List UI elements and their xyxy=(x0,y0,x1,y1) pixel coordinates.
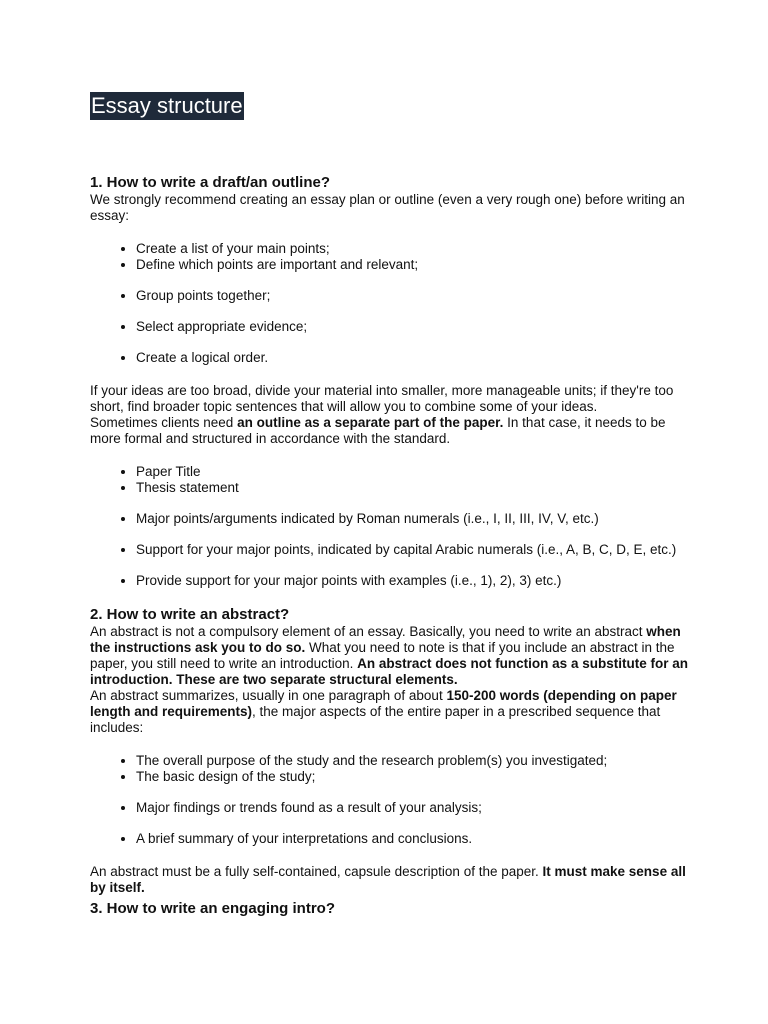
text-run: An abstract summarizes, usually in one paragraph of about xyxy=(90,688,447,703)
text-run: An abstract must be a fully self-contained, capsule description of the paper. xyxy=(90,864,543,879)
emphasis-text: an outline as a separate part of the paper. xyxy=(237,415,504,430)
emphasis-text: 150-200 words (depending on paper length and requirements) xyxy=(90,688,677,719)
list-item: • Major points/arguments indicated by Roman numerals (i.e., I, II, III, IV, V, etc.) xyxy=(136,511,690,527)
text-run: In that case, it needs to be more formal and structured in accordance with the standard. xyxy=(90,415,666,446)
abstract-contents-list xyxy=(90,753,690,847)
list-item: • The overall purpose of the study and the research problem(s) you investigated; xyxy=(136,753,690,769)
list-item: • Select appropriate evidence; xyxy=(136,319,690,335)
emphasis-text: when the instructions ask you to do so. xyxy=(90,624,681,655)
section-1-paragraph-2 xyxy=(90,415,690,447)
list-item: • Provide support for your major points with examples (i.e., 1), 2), 3) etc.) xyxy=(136,573,690,589)
section-3-heading: 3. How to write an engaging intro? xyxy=(90,900,336,917)
document-title: Essay structure xyxy=(91,93,243,118)
outline-format-list xyxy=(90,464,690,589)
section-2-paragraph-2 xyxy=(90,688,690,736)
list-item: • Create a logical order. xyxy=(136,350,690,366)
list-item: • Major findings or trends found as a result of your analysis; xyxy=(136,800,690,816)
emphasis-text: An abstract does not function as a substitute for an introduction. These are two separate structural elements. xyxy=(90,656,688,687)
list-item: • The basic design of the study; xyxy=(136,769,690,785)
list-item: • A brief summary of your interpretations and conclusions. xyxy=(136,831,690,847)
text-run: An abstract is not a compulsory element of an essay. Basically, you need to write an abstract xyxy=(90,624,647,639)
list-item: • Group points together; xyxy=(136,288,690,304)
text-run: , the major aspects of the entire paper in a prescribed sequence that includes: xyxy=(90,704,661,735)
section-2-paragraph-1 xyxy=(90,624,690,688)
emphasis-text: It must make sense all by itself. xyxy=(90,864,686,895)
list-item: • Support for your major points, indicated by capital Arabic numerals (i.e., A, B, C, D, E, etc.) xyxy=(136,542,690,558)
list-item: • Paper Title xyxy=(136,464,690,480)
section-1-heading: 1. How to write a draft/an outline? xyxy=(90,174,331,191)
text-run: What you need to note is that if you include an abstract in the paper, you still need to write an introduction. xyxy=(90,640,675,671)
list-item: • Thesis statement xyxy=(136,480,690,496)
section-2-paragraph-3 xyxy=(90,864,690,896)
text-run: Sometimes clients need xyxy=(90,415,238,430)
section-1-intro: We strongly recommend creating an essay plan or outline (even a very rough one) before writing an essay: xyxy=(90,192,685,223)
outline-steps-list xyxy=(90,241,690,366)
section-2-heading: 2. How to write an abstract? xyxy=(90,606,290,623)
list-item: • Define which points are important and relevant; xyxy=(136,257,690,273)
section-1-paragraph-1: If your ideas are too broad, divide your material into smaller, more manageable units; if they're too short, find broader topic sentences that will allow you to combine some of your ideas. xyxy=(90,383,674,414)
list-item: • Create a list of your main points; xyxy=(136,241,690,257)
document-page xyxy=(90,92,690,918)
